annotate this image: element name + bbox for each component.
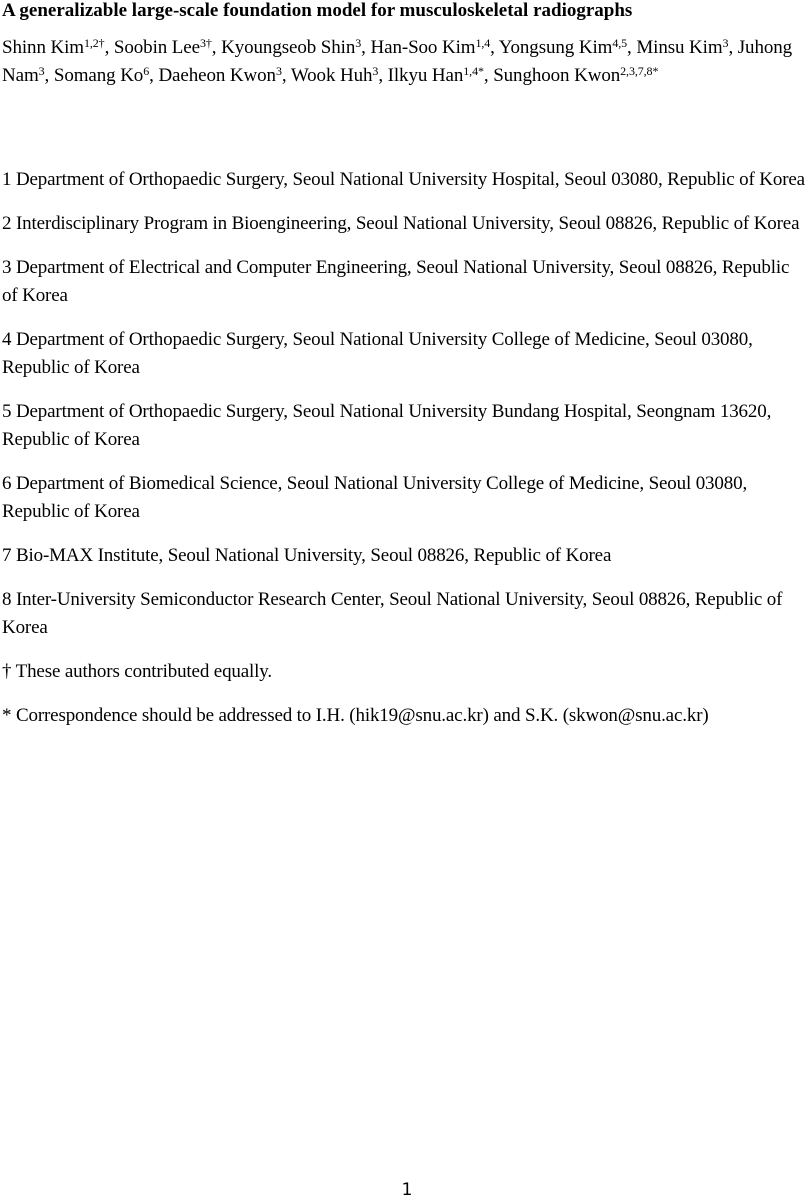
- author: [370, 37, 498, 58]
- author-affiliation-marks: 1,4*: [463, 64, 484, 78]
- author-separator: ,: [149, 65, 159, 86]
- author-affiliation-marks: 4,5: [612, 36, 628, 50]
- author-name: Sunghoon Kwon: [493, 65, 621, 86]
- affiliation-7: 7 Bio-MAX Institute, Seoul National University, Seoul 08826, Republic of Korea: [2, 545, 612, 566]
- author-name: Juhong Nam: [2, 37, 793, 86]
- author-affiliation-marks: 3: [38, 64, 45, 78]
- author-separator: ,: [728, 37, 738, 58]
- affiliation-3: 3 Department of Electrical and Computer Engineering, Seoul National University, Seoul 08826, Republic of Korea: [2, 257, 790, 306]
- author-affiliation-marks: 1,4: [475, 36, 491, 50]
- page-number: 1: [401, 1180, 413, 1200]
- author-affiliation-marks: 2,3,7,8*: [620, 64, 659, 78]
- paper-title: A generalizable large-scale foundation model for musculoskeletal radiographs: [2, 0, 633, 21]
- author-name: Soobin Lee: [113, 37, 200, 58]
- author-separator: ,: [44, 65, 54, 86]
- affiliation-8: 8 Inter-University Semiconductor Research Center, Seoul National University, Seoul 08826, Republic of Korea: [2, 589, 783, 638]
- author: [499, 37, 637, 58]
- author-name: Kyoungseob Shin: [221, 37, 356, 58]
- author-separator: ,: [490, 37, 499, 58]
- author-affiliation-marks: 1,2†: [83, 36, 105, 50]
- correspondence-note: * Correspondence should be addressed to I.H. (hik19@snu.ac.kr) and S.K. (skwon@snu.ac.kr): [2, 705, 709, 726]
- author-separator: ,: [104, 37, 114, 58]
- author-affiliation-marks: 6: [143, 64, 150, 78]
- affiliation-4: 4 Department of Orthopaedic Surgery, Seoul National University College of Medicine, Seoul 03080, Republic of Korea: [2, 329, 753, 378]
- author-separator: ,: [211, 37, 222, 58]
- author-name: Shinn Kim: [2, 37, 84, 58]
- author-separator: ,: [627, 37, 637, 58]
- author-separator: ,: [281, 65, 291, 86]
- author-name: Daeheon Kwon: [158, 65, 276, 86]
- author-separator: ,: [483, 65, 494, 86]
- affiliation-6: 6 Department of Biomedical Science, Seoul National University College of Medicine, Seoul 03080, Republic of Korea: [2, 473, 748, 522]
- author: [54, 65, 159, 86]
- author: [636, 37, 737, 58]
- author: [114, 37, 221, 58]
- equal-contribution-note: † These authors contributed equally.: [2, 661, 273, 682]
- author: [388, 65, 494, 86]
- author: [221, 37, 370, 58]
- affiliations-section: [2, 166, 808, 746]
- author: [2, 37, 114, 58]
- author: [493, 65, 658, 86]
- author-name: Yongsung Kim: [498, 37, 613, 58]
- author-name: Somang Ko: [53, 65, 144, 86]
- author: [291, 65, 388, 86]
- affiliation-2: 2 Interdisciplinary Program in Bioengineering, Seoul National University, Seoul 08826, Republic of Korea: [2, 213, 800, 234]
- author-affiliation-marks: 3: [372, 64, 379, 78]
- author-name: Minsu Kim: [636, 37, 723, 58]
- author: [158, 65, 290, 86]
- affiliation-5: 5 Department of Orthopaedic Surgery, Seoul National University Bundang Hospital, Seongnam 13620, Republic of Korea: [2, 401, 772, 450]
- affiliation-1: 1 Department of Orthopaedic Surgery, Seoul National University Hospital, Seoul 03080, Republic of Korea: [2, 169, 805, 190]
- author-affiliation-marks: 3†: [199, 36, 212, 50]
- author-separator: ,: [378, 65, 388, 86]
- author-name: Wook Huh: [290, 65, 373, 86]
- author-affiliation-marks: 3: [355, 36, 362, 50]
- author-affiliation-marks: 3: [722, 36, 729, 50]
- author-list: [2, 34, 806, 90]
- author-separator: ,: [361, 37, 371, 58]
- author-name: Han-Soo Kim: [370, 37, 476, 58]
- author-affiliation-marks: 3: [275, 64, 282, 78]
- author-name: Ilkyu Han: [387, 65, 464, 86]
